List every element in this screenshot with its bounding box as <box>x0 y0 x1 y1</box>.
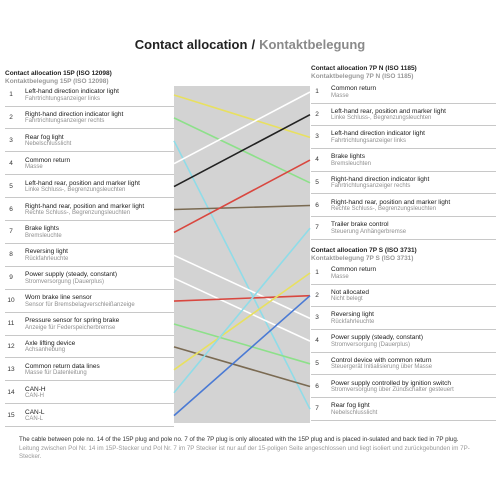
pin-label-de: Fahrtrichtungsanzeiger links <box>25 95 101 102</box>
pin-label-en: Worn brake line sensor <box>25 294 92 302</box>
pin-number: 6 <box>315 382 319 390</box>
row-divider <box>311 284 496 285</box>
left-pin-2 <box>5 108 174 128</box>
pin-label-de: Linke Schluss-, Begrenzungsleuchten <box>331 115 432 122</box>
pin-label-de: Bremsleuchte <box>25 232 62 239</box>
pin-number: 3 <box>315 314 319 322</box>
pin-number: 5 <box>9 182 13 190</box>
pin-number: 8 <box>9 251 13 259</box>
row-divider <box>311 374 496 375</box>
row-divider <box>5 426 174 427</box>
pin-label-de: Stromversorgung (Dauerplus) <box>25 278 105 285</box>
left-pin-11 <box>5 314 174 334</box>
pin-label-de: Fahrtrichtungsanzeiger links <box>331 137 407 144</box>
left-pin-14 <box>5 383 174 403</box>
row-divider <box>5 128 174 129</box>
pin-label-en: CAN-L <box>25 408 45 416</box>
pin-label <box>25 134 71 149</box>
pin-label-en: Common return <box>25 156 71 164</box>
right-s-heading-de: Kontaktbelegung 7P S (ISO 3731) <box>311 255 414 262</box>
pin-label-de: CAN-H <box>25 393 44 400</box>
pin-label <box>331 130 425 145</box>
pin-label-en: Brake lights <box>25 225 59 233</box>
row-divider <box>5 197 174 198</box>
pin-number: 13 <box>7 365 15 373</box>
row-divider <box>5 403 174 404</box>
right-n-pin-7 <box>311 218 496 238</box>
wire-L12-S6 <box>174 347 310 387</box>
pin-label-en: Power supply controlled by ignition switch <box>331 379 451 387</box>
pin-label-de: Stromversorgung (Dauerplus) <box>331 341 411 348</box>
row-divider <box>5 243 174 244</box>
row-divider <box>311 103 496 104</box>
footnote-en: The cable between pole no. 14 of the 15P plug and pole no. 7 of the 7P plug is only allocated with the 15P plug and is placed in-sulated and back tied in 7P plug. <box>19 436 459 443</box>
row-divider <box>311 306 496 307</box>
pin-label <box>25 409 45 424</box>
pin-number: 7 <box>9 228 13 236</box>
pin-label-de: Steuerung Anhängerbremse <box>331 228 407 235</box>
right-n-heading-de: Kontaktbelegung 7P N (ISO 1185) <box>311 73 414 80</box>
row-divider <box>311 352 496 353</box>
row-divider <box>5 266 174 267</box>
pin-number: 6 <box>315 201 319 209</box>
title-de: Kontaktbelegung <box>259 37 366 52</box>
pin-label <box>25 203 144 218</box>
pin-label-de: Achsanhebung <box>25 347 66 354</box>
pin-label-en: Pressure sensor for spring brake <box>25 317 120 324</box>
pin-label <box>331 289 369 304</box>
left-heading-en: Contact allocation 15P (ISO 12098) <box>5 70 112 77</box>
pin-label-en: Left-hand rear, position and marker light <box>25 179 140 187</box>
row-divider <box>311 171 496 172</box>
pin-label-en: Power supply (steady, constant) <box>331 334 424 342</box>
wire-L11-S5 <box>174 324 310 364</box>
row-divider <box>5 357 174 358</box>
left-pin-3 <box>5 131 174 151</box>
pin-label-de: Nebelschlusslicht <box>331 409 378 416</box>
pin-number: 10 <box>7 297 15 305</box>
row-divider <box>311 420 496 421</box>
pin-label-en: Left-hand direction indicator light <box>25 88 119 95</box>
pin-label <box>25 225 62 240</box>
pin-label <box>25 271 117 286</box>
pin-label-de: Rechte Schluss-, Begrenzungsleuchten <box>331 206 437 212</box>
pin-label-de: Masse für Datenleitung <box>25 370 87 377</box>
pin-label <box>25 157 70 172</box>
row-divider <box>5 380 174 381</box>
left-heading-de: Kontaktbelegung 15P (ISO 12098) <box>5 78 109 85</box>
pin-number: 9 <box>9 274 13 282</box>
pin-label-de: Sensor für Bremsbelagverschleißanzeige <box>25 301 135 308</box>
left-pin-13 <box>5 360 174 380</box>
right-s-pin-1 <box>311 263 496 283</box>
row-divider <box>5 312 174 313</box>
right-s-pin-2 <box>311 286 496 306</box>
pin-label <box>25 88 119 103</box>
pin-label <box>331 176 429 191</box>
right-n-heading-en: Contact allocation 7P N (ISO 1185) <box>311 65 417 72</box>
pin-label-en: Not allocated <box>331 288 369 296</box>
pin-number: 12 <box>7 342 15 350</box>
pin-label <box>25 386 46 401</box>
pin-label-en: Rear fog light <box>25 133 64 141</box>
pin-label <box>331 334 423 349</box>
pin-label-en: Left-hand direction indicator light <box>331 130 425 138</box>
left-pin-15 <box>5 406 174 426</box>
row-divider <box>5 106 174 107</box>
left-pin-12 <box>5 337 174 357</box>
pin-number: 6 <box>9 205 13 213</box>
right-s-pin-5 <box>311 354 496 374</box>
pin-number: 7 <box>315 224 319 232</box>
left-pin-5 <box>5 177 174 197</box>
pin-label-en: Brake lights <box>331 153 365 161</box>
pin-label <box>331 85 376 100</box>
left-pin-7 <box>5 222 174 242</box>
pin-label <box>331 402 377 417</box>
pin-label-de: Stromversorgung über Zündschalter gesteuert <box>331 387 454 393</box>
right-s-pin-6 <box>311 377 496 397</box>
pin-number: 1 <box>315 269 319 276</box>
pin-number: 3 <box>9 136 13 144</box>
pin-label-en: Right-hand rear, position and marker light <box>331 198 451 206</box>
pin-number: 15 <box>7 411 15 419</box>
left-pin-8 <box>5 245 174 265</box>
row-divider <box>311 193 496 194</box>
footnote <box>19 436 489 462</box>
pin-label-de: Nicht belegt <box>331 296 363 303</box>
row-divider <box>311 148 496 149</box>
pin-label-de: Masse <box>331 273 349 280</box>
pin-label-en: Reversing light <box>25 248 68 256</box>
wire-L1-N3 <box>174 95 310 137</box>
pin-label <box>25 340 75 355</box>
pin-label-en: Right-hand direction indicator light <box>331 175 430 183</box>
pin-number: 11 <box>7 320 15 327</box>
pin-label-de: Masse <box>25 164 43 171</box>
pin-label <box>331 266 376 281</box>
pin-label <box>331 357 432 372</box>
right-s-pin-3 <box>311 308 496 328</box>
row-divider <box>5 335 174 336</box>
row-divider <box>5 289 174 290</box>
pin-label-de: Masse <box>331 92 349 99</box>
right-n-heading <box>311 65 417 81</box>
pin-label-en: Right-hand rear, position and marker light <box>25 202 145 210</box>
left-pin-6 <box>5 200 174 220</box>
right-n-pin-3 <box>311 127 496 147</box>
pin-label-en: Common return <box>331 85 377 92</box>
left-pin-4 <box>5 154 174 174</box>
row-divider <box>311 239 496 240</box>
pin-number: 2 <box>315 291 319 299</box>
pin-label-de: Rückfahrleuchte <box>331 318 375 325</box>
pin-number: 3 <box>315 133 319 141</box>
pin-number: 1 <box>9 91 13 98</box>
pin-label <box>331 108 446 123</box>
pin-number: 4 <box>9 159 13 167</box>
footnote-de: Leitung zwischen Pol Nr. 14 im 15P-Stecker und Pol Nr. 7 im 7P Stecker ist nur auf der 15-poligen Seite angeschlossen und liegt isoliert und zurückgebunden im 7P-Stecker. <box>19 444 470 461</box>
pin-label-en: Axle lifting device <box>25 339 76 347</box>
pin-label-en: Right-hand direction indicator light <box>25 110 124 118</box>
pin-label <box>331 153 371 168</box>
pin-label-en: Left-hand rear, position and marker light <box>331 107 446 115</box>
pin-number: 1 <box>315 88 319 95</box>
pin-label-de: Steuergerät Initialisierung über Masse <box>331 364 433 371</box>
pin-label-de: Fahrtrichtungsanzeiger rechts <box>25 118 105 125</box>
pin-label-en: Control device with common return <box>331 356 432 364</box>
right-n-pin-2 <box>311 105 496 125</box>
pin-number: 7 <box>315 405 319 413</box>
pin-label-de: CAN-L <box>25 416 44 423</box>
pin-label <box>25 294 135 309</box>
pin-label-de: Rückfahrleuchte <box>25 255 69 262</box>
pin-label <box>25 180 140 195</box>
pin-number: 2 <box>9 113 13 121</box>
row-divider <box>311 125 496 126</box>
row-divider <box>5 174 174 175</box>
pin-label <box>331 311 374 326</box>
right-s-pin-4 <box>311 331 496 351</box>
title-en: Contact allocation <box>134 37 248 52</box>
left-heading <box>5 70 112 86</box>
row-divider <box>5 220 174 221</box>
pin-label <box>331 199 450 214</box>
right-s-pin-7 <box>311 399 496 419</box>
pin-label <box>25 363 100 378</box>
pin-label-en: Common return <box>331 266 377 273</box>
pin-number: 2 <box>315 110 319 118</box>
pin-number: 4 <box>315 156 319 164</box>
pin-label <box>25 111 123 126</box>
pin-label-en: CAN-H <box>25 385 46 393</box>
left-pin-10 <box>5 291 174 311</box>
wire-L5-N2 <box>174 115 310 187</box>
right-s-heading-en: Contact allocation 7P S (ISO 3731) <box>311 247 417 254</box>
pin-label-de: Fahrtrichtungsanzeiger rechts <box>331 183 411 190</box>
pin-label <box>25 248 68 263</box>
pin-number: 5 <box>315 178 319 186</box>
pin-label-de: Bremsleuchten <box>331 160 372 167</box>
row-divider <box>5 151 174 152</box>
right-n-pin-5 <box>311 173 496 193</box>
pin-label-de: Linke Schluss-, Begrenzungsleuchten <box>25 187 126 194</box>
pin-number: 14 <box>7 388 15 396</box>
left-pin-9 <box>5 268 174 288</box>
pin-label-en: Trailer brake control <box>331 221 389 229</box>
wire-L7-N4 <box>174 160 310 232</box>
row-divider <box>311 397 496 398</box>
pin-number: 5 <box>315 359 319 367</box>
pin-label <box>25 317 119 332</box>
pin-label-de: Nebelschlusslicht <box>25 141 72 148</box>
right-n-pin-1 <box>311 82 496 102</box>
pin-number: 4 <box>315 337 319 345</box>
right-s-heading <box>311 247 417 263</box>
left-pin-1 <box>5 85 174 105</box>
wire-L6-N6 <box>174 206 310 210</box>
pin-label <box>331 221 406 236</box>
pin-label-en: Reversing light <box>331 311 374 319</box>
pin-label-en: Power supply (steady, constant) <box>25 271 118 279</box>
pin-label <box>331 380 454 395</box>
right-n-pin-4 <box>311 150 496 170</box>
right-n-pin-6 <box>311 196 496 216</box>
pin-label-en: Common return data lines <box>25 362 100 370</box>
title-separator: / <box>251 37 256 52</box>
row-divider <box>311 216 496 217</box>
pin-label-de: Anzeige für Federspeicherbremse <box>25 324 116 331</box>
pin-label-en: Rear fog light <box>331 402 370 410</box>
pin-label-de: Rechte Schluss-, Begrenzungsleuchten <box>25 210 131 216</box>
wire-L10-S2 <box>174 296 310 301</box>
row-divider <box>311 329 496 330</box>
